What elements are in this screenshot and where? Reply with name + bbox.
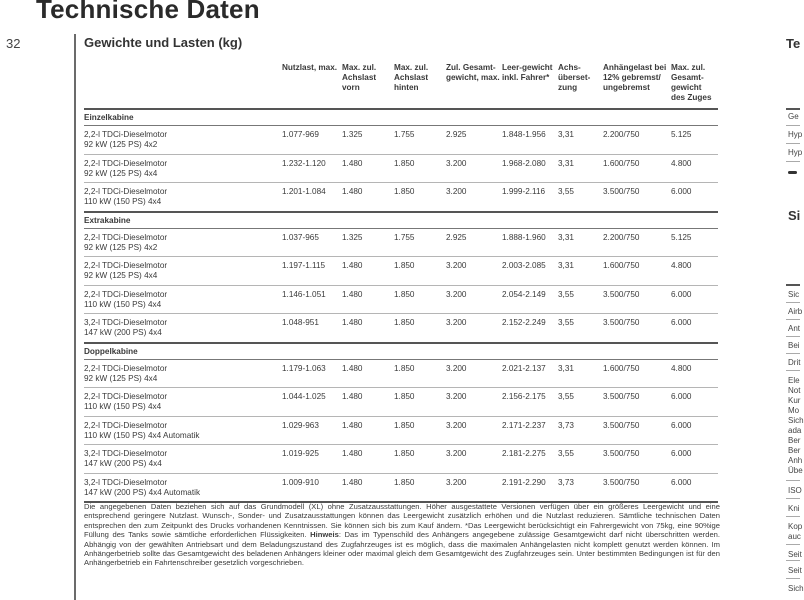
value-cell: 3,55	[558, 285, 603, 314]
table-row	[84, 154, 718, 183]
power-label: 147 kW (200 PS) 4x4 Automatik	[84, 487, 201, 497]
table-row	[84, 314, 718, 343]
engine-label: 2,2-l TDCi-Dieselmotor	[84, 232, 168, 242]
right-page-row: Kni	[788, 504, 800, 513]
value-cell: 3.500/750	[603, 473, 671, 502]
value-cell: 1.048-951	[282, 314, 342, 343]
group-name: Extrakabine	[84, 212, 718, 229]
value-cell: 1.850	[394, 314, 446, 343]
value-cell: 1.480	[342, 359, 394, 388]
right-page-row: Drit	[788, 358, 801, 367]
power-label: 110 kW (150 PS) 4x4	[84, 299, 162, 309]
model-cell	[84, 154, 282, 183]
value-cell: 1.755	[394, 126, 446, 155]
value-cell: 1.888-1.960	[502, 228, 558, 257]
right-page-divider	[786, 125, 800, 126]
engine-label: 2,2-l TDCi-Dieselmotor	[84, 187, 168, 196]
value-cell: 3.500/750	[603, 285, 671, 314]
value-cell: 1.232-1.120	[282, 154, 342, 183]
value-cell: 3.200	[446, 416, 502, 445]
model-cell	[84, 257, 282, 286]
model-cell	[84, 416, 282, 445]
engine-label: 2,2-l TDCi-Dieselmotor	[84, 420, 168, 430]
group-name: Doppelkabine	[84, 343, 718, 360]
right-page-row: Ber	[788, 446, 801, 455]
right-page-divider	[786, 353, 800, 354]
value-cell: 3.200	[446, 257, 502, 286]
engine-label: 2,2-l TDCi-Dieselmotor	[84, 289, 168, 299]
value-cell: 1.999-2.116	[502, 183, 558, 212]
value-cell: 2.925	[446, 126, 502, 155]
right-page-row: ada	[788, 426, 802, 435]
value-cell: 1.179-1.063	[282, 359, 342, 388]
right-page-divider	[786, 284, 800, 286]
power-label: 110 kW (150 PS) 4x4	[84, 197, 162, 206]
value-cell: 1.755	[394, 228, 446, 257]
right-page-divider	[786, 302, 800, 303]
value-cell: 1.850	[394, 183, 446, 212]
engine-label: 3,2-l TDCi-Dieselmotor	[84, 477, 168, 487]
right-page-row: Seit	[788, 550, 802, 559]
table-body	[84, 109, 718, 502]
power-label: 92 kW (125 PS) 4x2	[84, 140, 158, 149]
right-page-divider	[786, 516, 800, 517]
group-header-row	[84, 212, 718, 229]
value-cell: 3,31	[558, 257, 603, 286]
right-page-title: Te	[786, 36, 801, 51]
right-page-divider	[786, 498, 800, 499]
value-cell: 3,73	[558, 416, 603, 445]
value-cell: 3.500/750	[603, 388, 671, 417]
column-header: Max. zul. Achslast vorn	[342, 62, 394, 109]
right-page-divider	[786, 370, 800, 371]
value-cell: 1.848-1.956	[502, 126, 558, 155]
model-cell	[84, 285, 282, 314]
value-cell: 1.480	[342, 445, 394, 474]
right-page-dash	[788, 171, 797, 174]
column-header: Max. zul. Achslast hinten	[394, 62, 446, 109]
value-cell: 3.200	[446, 154, 502, 183]
model-cell	[84, 228, 282, 257]
right-page-row: Hyp	[788, 148, 803, 157]
value-cell: 5.125	[671, 228, 718, 257]
column-header: Max. zul. Gesamt-gewicht des Zuges	[671, 62, 718, 109]
power-label: 92 kW (125 PS) 4x4	[84, 271, 158, 280]
right-page-divider	[786, 161, 800, 162]
value-cell: 1.480	[342, 183, 394, 212]
value-cell: 1.480	[342, 154, 394, 183]
power-label: 92 kW (125 PS) 4x4	[84, 373, 158, 383]
value-cell: 6.000	[671, 388, 718, 417]
table-row	[84, 416, 718, 445]
value-cell: 1.325	[342, 126, 394, 155]
table-row	[84, 359, 718, 388]
column-header: Achs-überset-zung	[558, 62, 603, 109]
column-header	[84, 62, 282, 109]
value-cell: 3.500/750	[603, 314, 671, 343]
right-page-row: ISO	[788, 486, 802, 495]
value-cell: 1.968-2.080	[502, 154, 558, 183]
value-cell: 2.152-2.249	[502, 314, 558, 343]
value-cell: 3.500/750	[603, 416, 671, 445]
value-cell: 3.500/750	[603, 183, 671, 212]
page-number: 32	[6, 36, 21, 51]
value-cell: 4.800	[671, 359, 718, 388]
right-page-row: Hyp	[788, 130, 803, 139]
value-cell: 3,55	[558, 314, 603, 343]
value-cell: 6.000	[671, 285, 718, 314]
value-cell: 2.156-2.175	[502, 388, 558, 417]
table-row	[84, 473, 718, 502]
right-page-divider	[786, 578, 800, 579]
right-page-row: Ant	[788, 324, 801, 333]
value-cell: 1.600/750	[603, 257, 671, 286]
value-cell: 3,55	[558, 183, 603, 212]
engine-label: 2,2-l TDCi-Dieselmotor	[84, 158, 168, 168]
value-cell: 3,31	[558, 154, 603, 183]
value-cell: 1.197-1.115	[282, 257, 342, 286]
value-cell: 3.200	[446, 445, 502, 474]
right-page-row: Anh	[788, 456, 803, 465]
value-cell: 1.480	[342, 388, 394, 417]
value-cell: 2.181-2.275	[502, 445, 558, 474]
value-cell: 1.850	[394, 257, 446, 286]
value-cell: 3.200	[446, 388, 502, 417]
group-header-row	[84, 343, 718, 360]
value-cell: 1.029-963	[282, 416, 342, 445]
value-cell: 1.850	[394, 285, 446, 314]
value-cell: 2.003-2.085	[502, 257, 558, 286]
right-page-divider	[786, 143, 800, 144]
table-row	[84, 183, 718, 212]
value-cell: 2.925	[446, 228, 502, 257]
value-cell: 2.021-2.137	[502, 359, 558, 388]
value-cell: 3,55	[558, 445, 603, 474]
model-cell	[84, 183, 282, 212]
column-header: Zul. Gesamt-gewicht, max.	[446, 62, 502, 109]
value-cell: 6.000	[671, 473, 718, 502]
value-cell: 1.146-1.051	[282, 285, 342, 314]
value-cell: 1.480	[342, 473, 394, 502]
value-cell: 6.000	[671, 416, 718, 445]
value-cell: 1.044-1.025	[282, 388, 342, 417]
model-cell	[84, 359, 282, 388]
right-page-divider	[786, 336, 800, 337]
value-cell: 6.000	[671, 445, 718, 474]
value-cell: 5.125	[671, 126, 718, 155]
model-cell	[84, 388, 282, 417]
power-label: 92 kW (125 PS) 4x2	[84, 242, 158, 252]
right-page-divider	[786, 480, 800, 481]
value-cell: 3,31	[558, 228, 603, 257]
value-cell: 3,73	[558, 473, 603, 502]
value-cell: 1.325	[342, 228, 394, 257]
value-cell: 1.009-910	[282, 473, 342, 502]
table-row	[84, 228, 718, 257]
value-cell: 3,55	[558, 388, 603, 417]
engine-label: 2,2-l TDCi-Dieselmotor	[84, 363, 168, 373]
value-cell: 3.200	[446, 314, 502, 343]
value-cell: 3.200	[446, 359, 502, 388]
value-cell: 3.500/750	[603, 445, 671, 474]
right-page-row: Sich	[788, 416, 804, 425]
page-title: Technische Daten	[36, 0, 260, 24]
value-cell: 1.480	[342, 314, 394, 343]
right-page-row: Not	[788, 386, 801, 395]
value-cell: 4.800	[671, 154, 718, 183]
value-cell: 2.200/750	[603, 228, 671, 257]
table-row	[84, 445, 718, 474]
power-label: 110 kW (150 PS) 4x4 Automatik	[84, 430, 200, 440]
section-title: Gewichte und Lasten (kg)	[84, 35, 243, 50]
power-label: 110 kW (150 PS) 4x4	[84, 402, 162, 411]
right-page-row: Kop	[788, 522, 803, 531]
value-cell: 1.019-925	[282, 445, 342, 474]
value-cell: 3.200	[446, 285, 502, 314]
right-page-row: Bei	[788, 341, 800, 350]
value-cell: 1.201-1.084	[282, 183, 342, 212]
right-page-row: Ele	[788, 376, 800, 385]
value-cell: 3.200	[446, 473, 502, 502]
value-cell: 1.850	[394, 359, 446, 388]
value-cell: 1.077-969	[282, 126, 342, 155]
value-cell: 3,31	[558, 359, 603, 388]
value-cell: 3.200	[446, 183, 502, 212]
engine-label: 2,2-l TDCi-Dieselmotor	[84, 261, 168, 270]
table-row	[84, 126, 718, 155]
value-cell: 1.480	[342, 257, 394, 286]
engine-label: 2,2-l TDCi-Dieselmotor	[84, 130, 168, 139]
group-name: Einzelkabine	[84, 109, 718, 126]
value-cell: 3,31	[558, 126, 603, 155]
footnote-text-1: Die angegebenen Daten beziehen sich auf das Grundmodell (XL) ohne Zusatzausstattungen. Höher ausgestattete Versionen verfügen über ein größeres Leergewicht und eine entsprechend geringere Nutzlast. Wunsch-, Sonder- und Zusatzausstattungen können das Leergewicht zusätzlich erhöhen und die Nutzlast reduzieren. Sämtliche technischen Daten entsprechen den zum Zeitpunkt des Drucks vorhandenen Kenntnissen. Sie können sich bis zum Kauf ändern. *Das Leergewicht berücksichtigt ein Fahrergewicht von 75kg, eine 90%ige Füllung des Tanks sowie sämtliche erforderlichen Flüssigkeiten.	[84, 502, 720, 540]
value-cell: 1.600/750	[603, 359, 671, 388]
value-cell: 1.480	[342, 285, 394, 314]
column-header: Nutzlast, max.	[282, 62, 342, 109]
weights-table	[84, 62, 718, 503]
right-page-divider	[786, 560, 800, 561]
right-page-row: Kur	[788, 396, 801, 405]
value-cell: 1.850	[394, 154, 446, 183]
right-page-row: Ge	[788, 112, 799, 121]
value-cell: 2.171-2.237	[502, 416, 558, 445]
value-cell: 6.000	[671, 314, 718, 343]
model-cell	[84, 445, 282, 474]
vertical-rule	[74, 34, 76, 600]
power-label: 147 kW (200 PS) 4x4	[84, 459, 162, 468]
value-cell: 2.191-2.290	[502, 473, 558, 502]
right-page-row: Übe	[788, 466, 803, 475]
engine-label: 2,2-l TDCi-Dieselmotor	[84, 392, 168, 401]
value-cell: 2.054-2.149	[502, 285, 558, 314]
model-cell	[84, 473, 282, 502]
value-cell: 1.600/750	[603, 154, 671, 183]
right-page-divider	[786, 108, 800, 110]
value-cell: 1.850	[394, 473, 446, 502]
value-cell: 2.200/750	[603, 126, 671, 155]
value-cell: 1.480	[342, 416, 394, 445]
right-page-heading: Si	[788, 208, 801, 223]
table-row	[84, 285, 718, 314]
model-cell	[84, 126, 282, 155]
group-header-row	[84, 109, 718, 126]
right-page-row: Sic	[788, 290, 800, 299]
right-page-divider	[786, 319, 800, 320]
engine-label: 3,2-l TDCi-Dieselmotor	[84, 318, 168, 327]
right-page-row: Ber	[788, 436, 801, 445]
right-page-row: auc	[788, 532, 801, 541]
table-row	[84, 388, 718, 417]
column-header: Anhängelast bei 12% gebremst/ ungebremst	[603, 62, 671, 109]
power-label: 147 kW (200 PS) 4x4	[84, 328, 162, 337]
power-label: 92 kW (125 PS) 4x4	[84, 168, 158, 178]
right-page-row: Sich	[788, 584, 804, 593]
engine-label: 3,2-l TDCi-Dieselmotor	[84, 449, 168, 458]
footnote-hint-label: Hinweis	[310, 530, 339, 540]
column-header: Leer-gewicht inkl. Fahrer*	[502, 62, 558, 109]
value-cell: 1.850	[394, 416, 446, 445]
value-cell: 1.850	[394, 388, 446, 417]
value-cell: 4.800	[671, 257, 718, 286]
model-cell	[84, 314, 282, 343]
footnote-text-2: : Das im Typenschild des Anhängers angegebene zulässige Gesamtgewicht darf nicht überschritten werden. Abhängig von der gewählten Antriebsart und dem Beladungszustand des Zugfahrzeuges ist es möglich, dass die maximalen Anhängelasten nicht komplett genutzt werden können. Im Anhängerbetrieb sollte das Gesamtgewicht des beladenen Anhängers kleiner oder maximal gleich dem Gesamtgewicht des Zugfahrzeuges sein. Unter bestimmten Bedingungen ist für den Anhängerbetrieb ein Fahrtenschreiber gesetzlich vorgeschrieben.	[84, 530, 720, 568]
right-page-divider	[786, 544, 800, 545]
footnote	[84, 502, 720, 568]
value-cell: 1.037-965	[282, 228, 342, 257]
table-row	[84, 257, 718, 286]
right-page-row: Airb	[788, 307, 803, 316]
right-page-row: Mo	[788, 406, 800, 415]
value-cell: 6.000	[671, 183, 718, 212]
value-cell: 1.850	[394, 445, 446, 474]
table-header-row	[84, 62, 718, 109]
right-page-row: Seit	[788, 566, 802, 575]
